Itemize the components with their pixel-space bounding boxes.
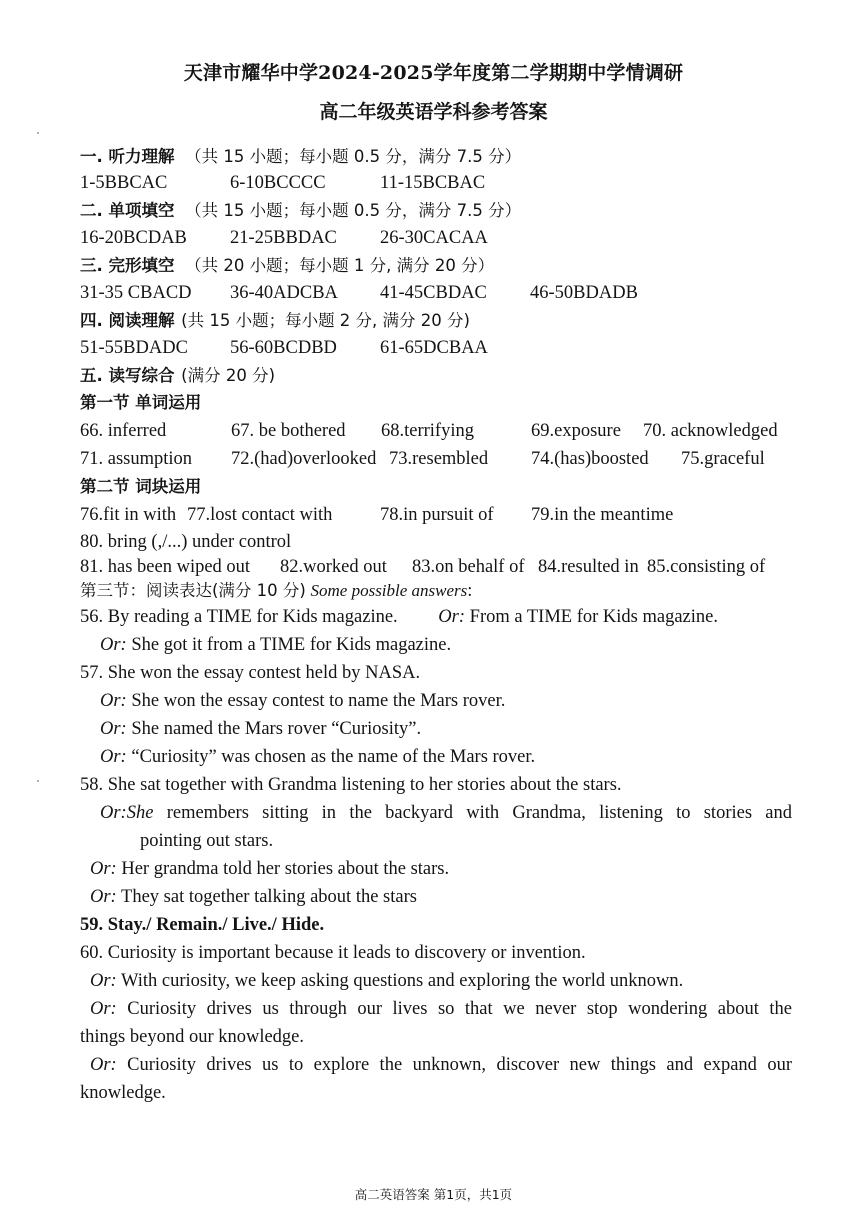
answer-line: pointing out stars. bbox=[140, 831, 274, 851]
answer-item: 79.in the meantime bbox=[531, 505, 674, 525]
section-info: (满分 20 分) bbox=[181, 366, 276, 385]
section-info: （共 15 小题；每小题 0.5 分，满分 7.5 分） bbox=[185, 201, 522, 220]
answer-line bbox=[90, 858, 449, 880]
answer-text: Curiosity drives us to explore the unknown, discover new things and expand our bbox=[127, 1055, 792, 1075]
answer-group: 61-65DCBAA bbox=[380, 338, 488, 358]
answer-item: 81. has been wiped out bbox=[80, 557, 251, 577]
answer-line: 57. She won the essay contest held by NASA. bbox=[80, 663, 421, 683]
answer-line bbox=[100, 718, 421, 740]
answer-item: 69.exposure bbox=[531, 421, 621, 441]
answer-line bbox=[90, 998, 792, 1020]
answer-item: 75.graceful bbox=[681, 449, 765, 469]
answer-line bbox=[100, 746, 535, 768]
answer-text: She named the Mars rover “Curiosity”. bbox=[131, 719, 422, 739]
answer-line: 60. Curiosity is important because it leads to discovery or invention. bbox=[80, 943, 586, 963]
answer-group: 56-60BCDBD bbox=[230, 338, 337, 358]
or-label: Or: bbox=[90, 999, 117, 1019]
answer-item: 66. inferred bbox=[80, 421, 167, 441]
answer-group: 31-35 CBACD bbox=[80, 283, 192, 303]
answer-item: 80. bring (,/...) under control bbox=[80, 532, 292, 552]
answer-item: 84.resulted in bbox=[538, 557, 639, 577]
part2-title: 第二节 词块运用 bbox=[80, 477, 202, 496]
document-title: 天津市耀华中学2024-2025学年度第二学期期中学情调研 bbox=[183, 62, 684, 84]
answer-item: 76.fit in with bbox=[80, 505, 177, 525]
or-label: Or: bbox=[438, 607, 466, 627]
section-title: 一. 听力理解 bbox=[80, 147, 175, 166]
answer-text: She got it from a TIME for Kids magazine. bbox=[131, 635, 452, 655]
answer-line: 58. She sat together with Grandma listening to her stories about the stars. bbox=[80, 775, 622, 795]
section-integrated-heading bbox=[80, 365, 275, 387]
section-info: （共 15 小题；每小题 0.5 分，满分 7.5 分） bbox=[185, 147, 522, 166]
answer-item: 74.(has)boosted bbox=[531, 449, 649, 469]
section-cloze-heading bbox=[80, 255, 494, 277]
answer-item: 82.worked out bbox=[280, 557, 387, 577]
section-listening-heading bbox=[80, 146, 521, 168]
or-label: Or: bbox=[100, 719, 127, 739]
answer-group: 51-55BDADC bbox=[80, 338, 188, 358]
part3-colon: : bbox=[467, 581, 473, 601]
answer-line bbox=[100, 802, 792, 824]
section-single-choice-heading bbox=[80, 200, 521, 222]
page-footer: 高二英语答案 第1页，共1页 bbox=[354, 1187, 513, 1202]
document-subtitle: 高二年级英语学科参考答案 bbox=[319, 101, 548, 123]
section-title: 四. 阅读理解 bbox=[80, 311, 175, 330]
answer-item: 70. acknowledged bbox=[643, 421, 778, 441]
part3-heading bbox=[80, 580, 472, 602]
answer-group: 41-45CBDAC bbox=[380, 283, 487, 303]
answer-text: 56. By reading a TIME for Kids magazine. bbox=[80, 607, 398, 627]
part3-score: (满分 10 分) bbox=[212, 581, 306, 600]
answer-group: 26-30CACAA bbox=[380, 228, 488, 248]
answer-text: She won the essay contest to name the Mars rover. bbox=[131, 691, 506, 711]
part3-title: 第三节：阅读表达 bbox=[80, 581, 212, 600]
answer-line: knowledge. bbox=[80, 1083, 166, 1103]
answer-line bbox=[90, 970, 683, 992]
answer-text: They sat together talking about the stars bbox=[121, 887, 417, 907]
scan-speck bbox=[37, 132, 39, 134]
answer-text: From a TIME for Kids magazine. bbox=[469, 607, 718, 627]
section-title: 三. 完形填空 bbox=[80, 256, 175, 275]
answer-group: 16-20BCDAB bbox=[80, 228, 187, 248]
answer-item: 71. assumption bbox=[80, 449, 193, 469]
answer-line bbox=[90, 1054, 792, 1076]
answer-item: 83.on behalf of bbox=[412, 557, 525, 577]
scan-speck bbox=[37, 780, 39, 782]
answer-line bbox=[80, 606, 718, 628]
answer-line: things beyond our knowledge. bbox=[80, 1027, 305, 1047]
or-label: Or: bbox=[90, 887, 117, 907]
or-label: Or: bbox=[90, 1055, 117, 1075]
answer-item: 73.resembled bbox=[389, 449, 489, 469]
section-title: 二. 单项填空 bbox=[80, 201, 175, 220]
answer-text: With curiosity, we keep asking questions and exploring the world unknown. bbox=[121, 971, 684, 991]
or-label: Or: bbox=[100, 747, 127, 767]
answer-text: “Curiosity” was chosen as the name of the Mars rover. bbox=[131, 747, 536, 767]
or-label: Or: bbox=[100, 635, 127, 655]
or-label: Or: bbox=[90, 859, 117, 879]
answer-item: 67. be bothered bbox=[231, 421, 346, 441]
answer-item: 72.(had)overlooked bbox=[231, 449, 377, 469]
answer-text: Her grandma told her stories about the stars. bbox=[121, 859, 450, 879]
answer-group: 11-15BCBAC bbox=[380, 173, 486, 193]
answer-text: remembers sitting in the backyard with Grandma, listening to stories and bbox=[166, 803, 793, 823]
answer-group: 1-5BBCAC bbox=[80, 173, 168, 193]
answer-line bbox=[90, 886, 417, 908]
answer-group: 6-10BCCCC bbox=[230, 173, 326, 193]
section-reading-heading bbox=[80, 310, 470, 332]
or-label: Or: bbox=[100, 691, 127, 711]
part3-note: Some possible answers bbox=[310, 581, 468, 600]
or-label: Or:She bbox=[100, 803, 154, 823]
answer-item: 85.consisting of bbox=[647, 557, 766, 577]
answer-item: 77.lost contact with bbox=[187, 505, 333, 525]
section-info: （共 20 小题；每小题 1 分, 满分 20 分） bbox=[185, 256, 495, 275]
answer-line: 59. Stay./ Remain./ Live./ Hide. bbox=[80, 915, 325, 935]
answer-group: 36-40ADCBA bbox=[230, 283, 338, 303]
part1-title: 第一节 单词运用 bbox=[80, 393, 202, 412]
answer-text: Curiosity drives us through our lives so that we never stop wondering about the bbox=[127, 999, 792, 1019]
answer-item: 68.terrifying bbox=[381, 421, 474, 441]
answer-item: 78.in pursuit of bbox=[380, 505, 494, 525]
answer-line bbox=[100, 690, 505, 712]
answer-group: 21-25BBDAC bbox=[230, 228, 337, 248]
answer-group: 46-50BDADB bbox=[530, 283, 638, 303]
section-info: (共 15 小题；每小题 2 分, 满分 20 分) bbox=[181, 311, 470, 330]
answer-line bbox=[100, 634, 451, 656]
or-label: Or: bbox=[90, 971, 117, 991]
section-title: 五. 读写综合 bbox=[80, 366, 175, 385]
